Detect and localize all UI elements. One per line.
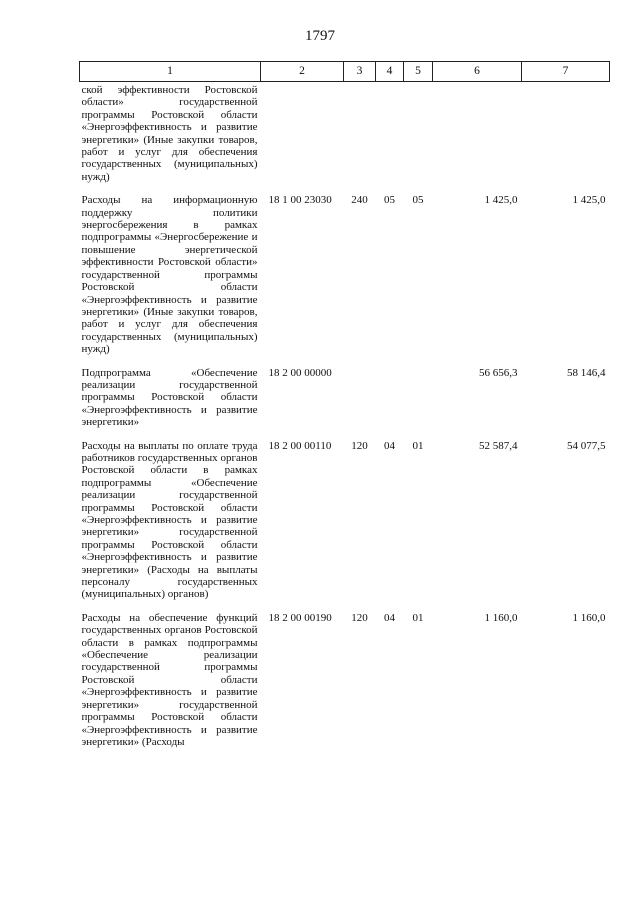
row-sum-1: 56 656,3	[479, 366, 518, 379]
row-code: 18 2 00 00190	[268, 611, 332, 624]
table-header-row	[80, 62, 610, 82]
row-name: Расходы на информационную поддержку политики энергосбережения в рамках подпрограммы «Энергосбережение и повышение энергетической эффективности Ростовской области» государственной программы Ростовской области «Энергоэффективность и развитие энергетики» (Иные закупки товаров, работ и услуг для обеспечения государственных (муниципальных) нужд)	[81, 194, 258, 356]
row-code	[261, 82, 344, 195]
row-vr: 120	[351, 439, 368, 452]
row-sum-2: 1 425,0	[572, 194, 606, 207]
row-rz: 04	[384, 611, 395, 624]
table-row	[80, 82, 610, 195]
row-sum-1	[433, 82, 522, 195]
row-code: 18 2 00 00000	[268, 366, 332, 379]
row-rz: 05	[384, 194, 395, 207]
page-number: 1797	[305, 28, 335, 44]
row-pr: 05	[412, 194, 424, 207]
column-header-vr: 3	[344, 62, 376, 82]
row-vr: 120	[351, 611, 368, 624]
row-pr	[404, 367, 433, 440]
table-row	[80, 194, 610, 366]
row-sum-1: 1 425,0	[484, 194, 518, 207]
column-header-sum-1: 6	[433, 62, 522, 82]
table-row	[80, 367, 610, 440]
column-header-code: 2	[261, 62, 344, 82]
row-name: Расходы на обеспечение функций государственных органов Ростовской области в рамках подпрограммы «Обеспечение реализации государственной программы Ростовской области «Энергоэффективность и развитие энергетики» государственной программы Ростовской области «Энергоэффективность и развитие энергетики» (Расходы	[81, 611, 258, 748]
row-code: 18 2 00 00110	[268, 439, 332, 452]
column-header-rz: 4	[376, 62, 404, 82]
row-sum-1: 52 587,4	[479, 439, 518, 452]
row-rz	[376, 367, 404, 440]
column-header-sum-2: 7	[522, 62, 610, 82]
row-code: 18 1 00 23030	[268, 194, 332, 207]
row-sum-2: 58 146,4	[567, 366, 606, 379]
row-name: ской эффективности Ростовской области» государственной программы Ростовской области «Энергоэффективность и развитие энергетики» (Иные закупки товаров, работ и услуг для обеспечения государственных (муниципальных) нужд)	[81, 84, 258, 183]
row-rz	[376, 82, 404, 195]
row-rz: 04	[384, 439, 395, 452]
row-vr	[344, 367, 376, 440]
row-sum-2	[522, 82, 610, 195]
row-pr: 01	[412, 611, 424, 624]
budget-table	[79, 61, 610, 748]
column-header-name: 1	[80, 62, 261, 82]
column-header-pr: 5	[404, 62, 433, 82]
row-sum-1: 1 160,0	[484, 611, 518, 624]
row-sum-2: 1 160,0	[572, 611, 606, 624]
row-vr: 240	[351, 194, 368, 207]
row-pr	[404, 82, 433, 195]
table-row	[80, 440, 610, 612]
row-pr: 01	[412, 439, 424, 452]
row-name: Подпрограмма «Обеспечение реализации государственной программы Ростовской области «Энергоэффективность и развитие энергетики»	[81, 366, 258, 429]
row-sum-2: 54 077,5	[567, 439, 606, 452]
row-vr	[344, 82, 376, 195]
table-row	[80, 612, 610, 748]
row-name: Расходы на выплаты по оплате труда работников государственных органов Ростовской области в рамках подпрограммы «Обеспечение реализации государственной программы Ростовской области «Энергоэффективность и развитие энергетики» государственной программы Ростовской области «Энергоэффективность и развитие энергетики» (Расходы на выплаты персоналу государственных (муниципальных) органов)	[81, 439, 258, 601]
